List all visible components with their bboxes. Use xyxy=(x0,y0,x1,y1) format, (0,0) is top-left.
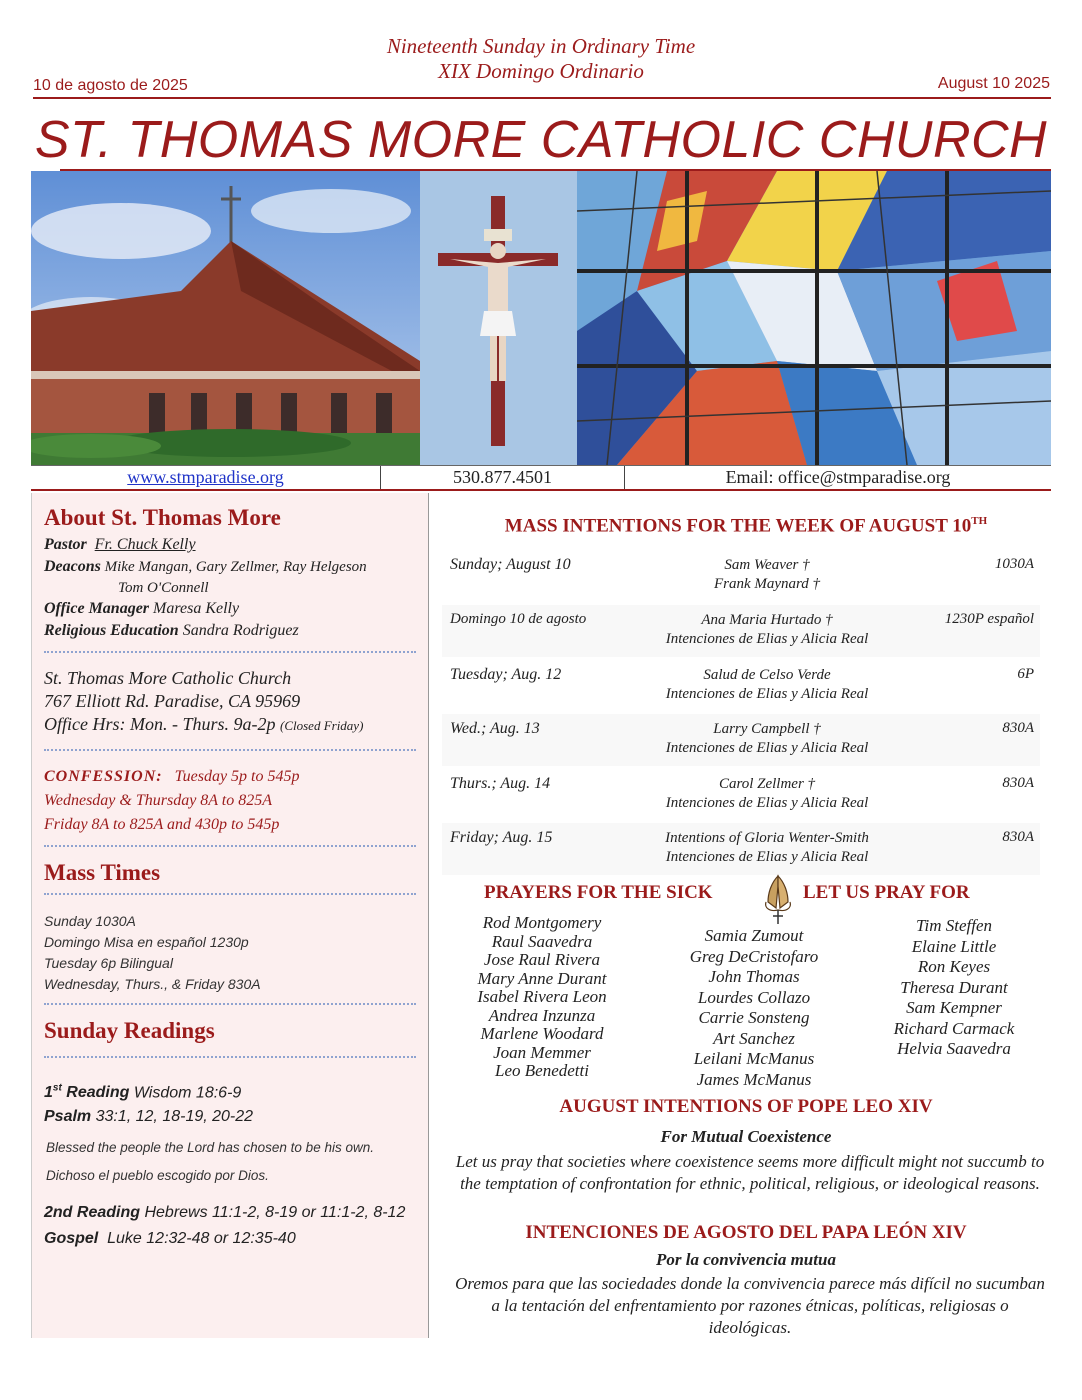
mass-times-list xyxy=(44,911,261,995)
sick-list-column-1 xyxy=(456,914,628,1081)
divider xyxy=(44,1056,416,1058)
psalm-response-english: Blessed the people the Lord has chosen to be his own. xyxy=(46,1140,374,1155)
sick-list-column-2 xyxy=(668,926,840,1090)
intention-names: Ana Maria Hurtado † Intenciones de Elias y Alicia Real xyxy=(665,612,869,647)
mass-intentions-title: MASS INTENTIONS FOR THE WEEK OF AUGUST 10TH xyxy=(504,515,988,537)
intention-row xyxy=(442,605,1040,657)
pope-intentions-title-spanish: INTENCIONES DE AGOSTO DEL PAPA LEÓN XIV xyxy=(525,1222,967,1243)
sick-name: Marlene Woodard xyxy=(480,1024,604,1043)
church-title: ST. THOMAS MORE CATHOLIC CHURCH xyxy=(34,111,1048,169)
mass-time-item: Tuesday 6p Bilingual xyxy=(44,955,173,971)
email-address: Email: office@stmparadise.org xyxy=(725,467,951,487)
pope-intentions-title-english: AUGUST INTENTIONS OF POPE LEO XIV xyxy=(559,1096,933,1117)
contact-bar xyxy=(31,465,1051,491)
intention-day: Sunday; August 10 xyxy=(450,556,571,573)
divider xyxy=(44,1003,416,1005)
sick-name: Tim Steffen xyxy=(915,916,993,935)
sick-name: Raul Saavedra xyxy=(491,931,593,951)
sick-name: Leilani McManus xyxy=(693,1049,815,1068)
intention-row xyxy=(442,769,1040,821)
confession-label: CONFESSION: xyxy=(44,768,163,785)
office-hours: Office Hrs: Mon. - Thurs. 9a-2p (Closed Friday) xyxy=(44,714,364,734)
sick-name: Lourdes Collazo xyxy=(697,987,811,1007)
date-spanish: 10 de agosto de 2025 xyxy=(33,77,188,94)
pastor-line xyxy=(44,536,196,554)
confession-line-3: Friday 8A to 825A and 430p to 545p xyxy=(44,816,280,833)
church-street: 767 Elliott Rd. Paradise, CA 95969 xyxy=(44,691,301,711)
intention-row xyxy=(442,823,1040,875)
intention-names: Intentions of Gloria Wenter-Smith Intenciones de Elias y Alicia Real xyxy=(665,830,869,865)
psalm: Psalm 33:1, 12, 18-19, 20-22 xyxy=(44,1108,254,1125)
intention-row xyxy=(442,550,1040,602)
confession-block xyxy=(44,765,299,837)
religious-ed-label: Religious Education xyxy=(44,622,179,639)
second-reading-citation: Hebrews 11:1-2, 8-19 or 11:1-2, 8-12 xyxy=(144,1204,406,1221)
intention-time: 1030A xyxy=(994,556,1034,572)
photo-strip xyxy=(31,171,1051,465)
intention-day: Wed.; Aug. 13 xyxy=(450,720,540,737)
stained-glass-photo xyxy=(577,171,1051,465)
office-manager-name: Maresa Kelly xyxy=(153,600,240,617)
season-english: Nineteenth Sunday in Ordinary Time xyxy=(386,34,696,58)
first-reading: 1st Reading Wisdom 18:6-9 xyxy=(44,1083,242,1102)
intention-time: 830A xyxy=(1002,720,1034,736)
deacons-names-2: Tom O'Connell xyxy=(118,580,209,596)
sick-name: Andrea Inzunza xyxy=(488,1005,596,1025)
confession-line-2: Wednesday & Thursday 8A to 825A xyxy=(44,792,272,809)
intention-day: Domingo 10 de agosto xyxy=(450,611,587,627)
second-reading: 2nd Reading Hebrews 11:1-2, 8-19 or 11:1-2, 8-12 xyxy=(44,1204,406,1221)
church-building-photo xyxy=(31,171,420,465)
mass-times-title: Mass Times xyxy=(44,860,161,885)
divider xyxy=(44,893,416,895)
praying-hands-icon xyxy=(756,872,800,933)
psalm-citation: 33:1, 12, 18-19, 20-22 xyxy=(95,1108,254,1125)
sick-name: Helvia Saavedra xyxy=(897,1039,1011,1058)
sick-name: Leo Benedetti xyxy=(495,1061,589,1080)
divider xyxy=(44,651,416,653)
sick-name: Sam Kempner xyxy=(906,998,1002,1017)
church-address-name: St. Thomas More Catholic Church xyxy=(44,668,292,688)
sick-name: Richard Carmack xyxy=(893,1018,1015,1038)
office-manager-line xyxy=(44,600,239,618)
sick-name: Rod Montgomery xyxy=(482,913,602,932)
intention-day: Thurs.; Aug. 14 xyxy=(450,775,551,792)
intention-names: Carol Zellmer † Intenciones de Elias y Alicia Real xyxy=(665,776,869,811)
address-block xyxy=(44,667,363,737)
mass-time-item: Sunday 1030A xyxy=(44,913,136,929)
divider xyxy=(44,845,416,847)
intention-day: Friday; Aug. 15 xyxy=(450,829,553,846)
sick-name: James McManus xyxy=(696,1069,812,1089)
intention-day: Tuesday; Aug. 12 xyxy=(450,666,562,683)
left-sidebar xyxy=(31,493,429,1338)
sick-title-left: PRAYERS FOR THE SICK xyxy=(484,882,713,903)
intention-names: Sam Weaver † Frank Maynard † xyxy=(713,557,821,592)
gospel-citation: Luke 12:32-48 or 12:35-40 xyxy=(107,1230,296,1247)
sick-name: Ron Keyes xyxy=(917,957,991,976)
intention-time: 1230P español xyxy=(944,611,1034,627)
phone-number: 530.877.4501 xyxy=(381,466,625,489)
readings-title: Sunday Readings xyxy=(44,1018,215,1043)
pope-intentions-text-spanish: Oremos para que las sociedades donde la convivencia parece más difícil no sucumban a la tentación del enfrentamiento por razones étnicas, políticas, religiosas o ideológicas. xyxy=(455,1274,1045,1337)
religious-ed-line xyxy=(44,622,299,640)
confession-line-1: CONFESSION: Tuesday 5p to 545p xyxy=(44,768,300,785)
website-link[interactable]: www.stmparadise.org xyxy=(127,467,284,487)
religious-ed-name: Sandra Rodriguez xyxy=(182,622,299,639)
pastor-name: Fr. Chuck Kelly xyxy=(94,536,196,553)
gospel: Gospel Luke 12:32-48 or 12:35-40 xyxy=(44,1230,296,1247)
sick-title-right: LET US PRAY FOR xyxy=(803,882,970,903)
mass-time-item: Wednesday, Thurs., & Friday 830A xyxy=(44,976,261,992)
sick-name: Elaine Little xyxy=(911,936,997,956)
sick-name: Greg DeCristofaro xyxy=(689,946,819,966)
sick-name: Art Sanchez xyxy=(713,1028,795,1048)
sick-name: Jose Raul Rivera xyxy=(483,950,601,969)
crucifix-photo xyxy=(420,171,577,465)
pope-intentions-subtitle-english: For Mutual Coexistence xyxy=(660,1127,832,1146)
mass-time-item: Domingo Misa en español 1230p xyxy=(44,934,249,950)
sick-name: John Thomas xyxy=(708,967,800,986)
office-manager-label: Office Manager xyxy=(44,600,150,617)
pastor-label: Pastor xyxy=(44,536,87,553)
deacons-label: Deacons xyxy=(44,558,101,575)
divider xyxy=(44,749,416,751)
deacons-names: Mike Mangan, Gary Zellmer, Ray Helgeson xyxy=(104,559,367,575)
intention-names: Salud de Celso Verde Intenciones de Elias y Alicia Real xyxy=(665,667,869,702)
season-spanish: XIX Domingo Ordinario xyxy=(438,59,644,83)
header-rule xyxy=(33,97,1051,99)
office-hours-note: (Closed Friday) xyxy=(280,718,364,733)
sick-list-column-3 xyxy=(868,916,1040,1060)
intention-row xyxy=(442,714,1040,766)
intention-time: 830A xyxy=(1002,829,1034,845)
sick-name: Samia Zumout xyxy=(704,926,804,945)
first-reading-citation: Wisdom 18:6-9 xyxy=(133,1084,242,1102)
sick-name: Isabel Rivera Leon xyxy=(477,987,607,1006)
intention-time: 830A xyxy=(1002,775,1034,791)
psalm-response-spanish: Dichoso el pueblo escogido por Dios. xyxy=(46,1168,269,1183)
deacons-line xyxy=(44,558,367,576)
intention-names: Larry Campbell † Intenciones de Elias y Alicia Real xyxy=(665,721,869,756)
pope-intentions-subtitle-spanish: Por la convivencia mutua xyxy=(656,1250,836,1269)
intention-time: 6P xyxy=(1017,666,1034,682)
sick-name: Joan Memmer xyxy=(493,1042,591,1062)
sick-name: Theresa Durant xyxy=(900,977,1008,997)
pope-intentions-text-english: Let us pray that societies where coexistence seems more difficult might not succumb to the temptation of confrontation for ethnic, political, religious, or ideological reasons. xyxy=(455,1152,1045,1193)
sick-name: Mary Anne Durant xyxy=(477,968,607,988)
about-title: About St. Thomas More xyxy=(44,505,281,530)
sick-name: Carrie Sonsteng xyxy=(698,1008,810,1027)
intention-row xyxy=(442,660,1040,712)
date-english: August 10 2025 xyxy=(937,75,1050,92)
